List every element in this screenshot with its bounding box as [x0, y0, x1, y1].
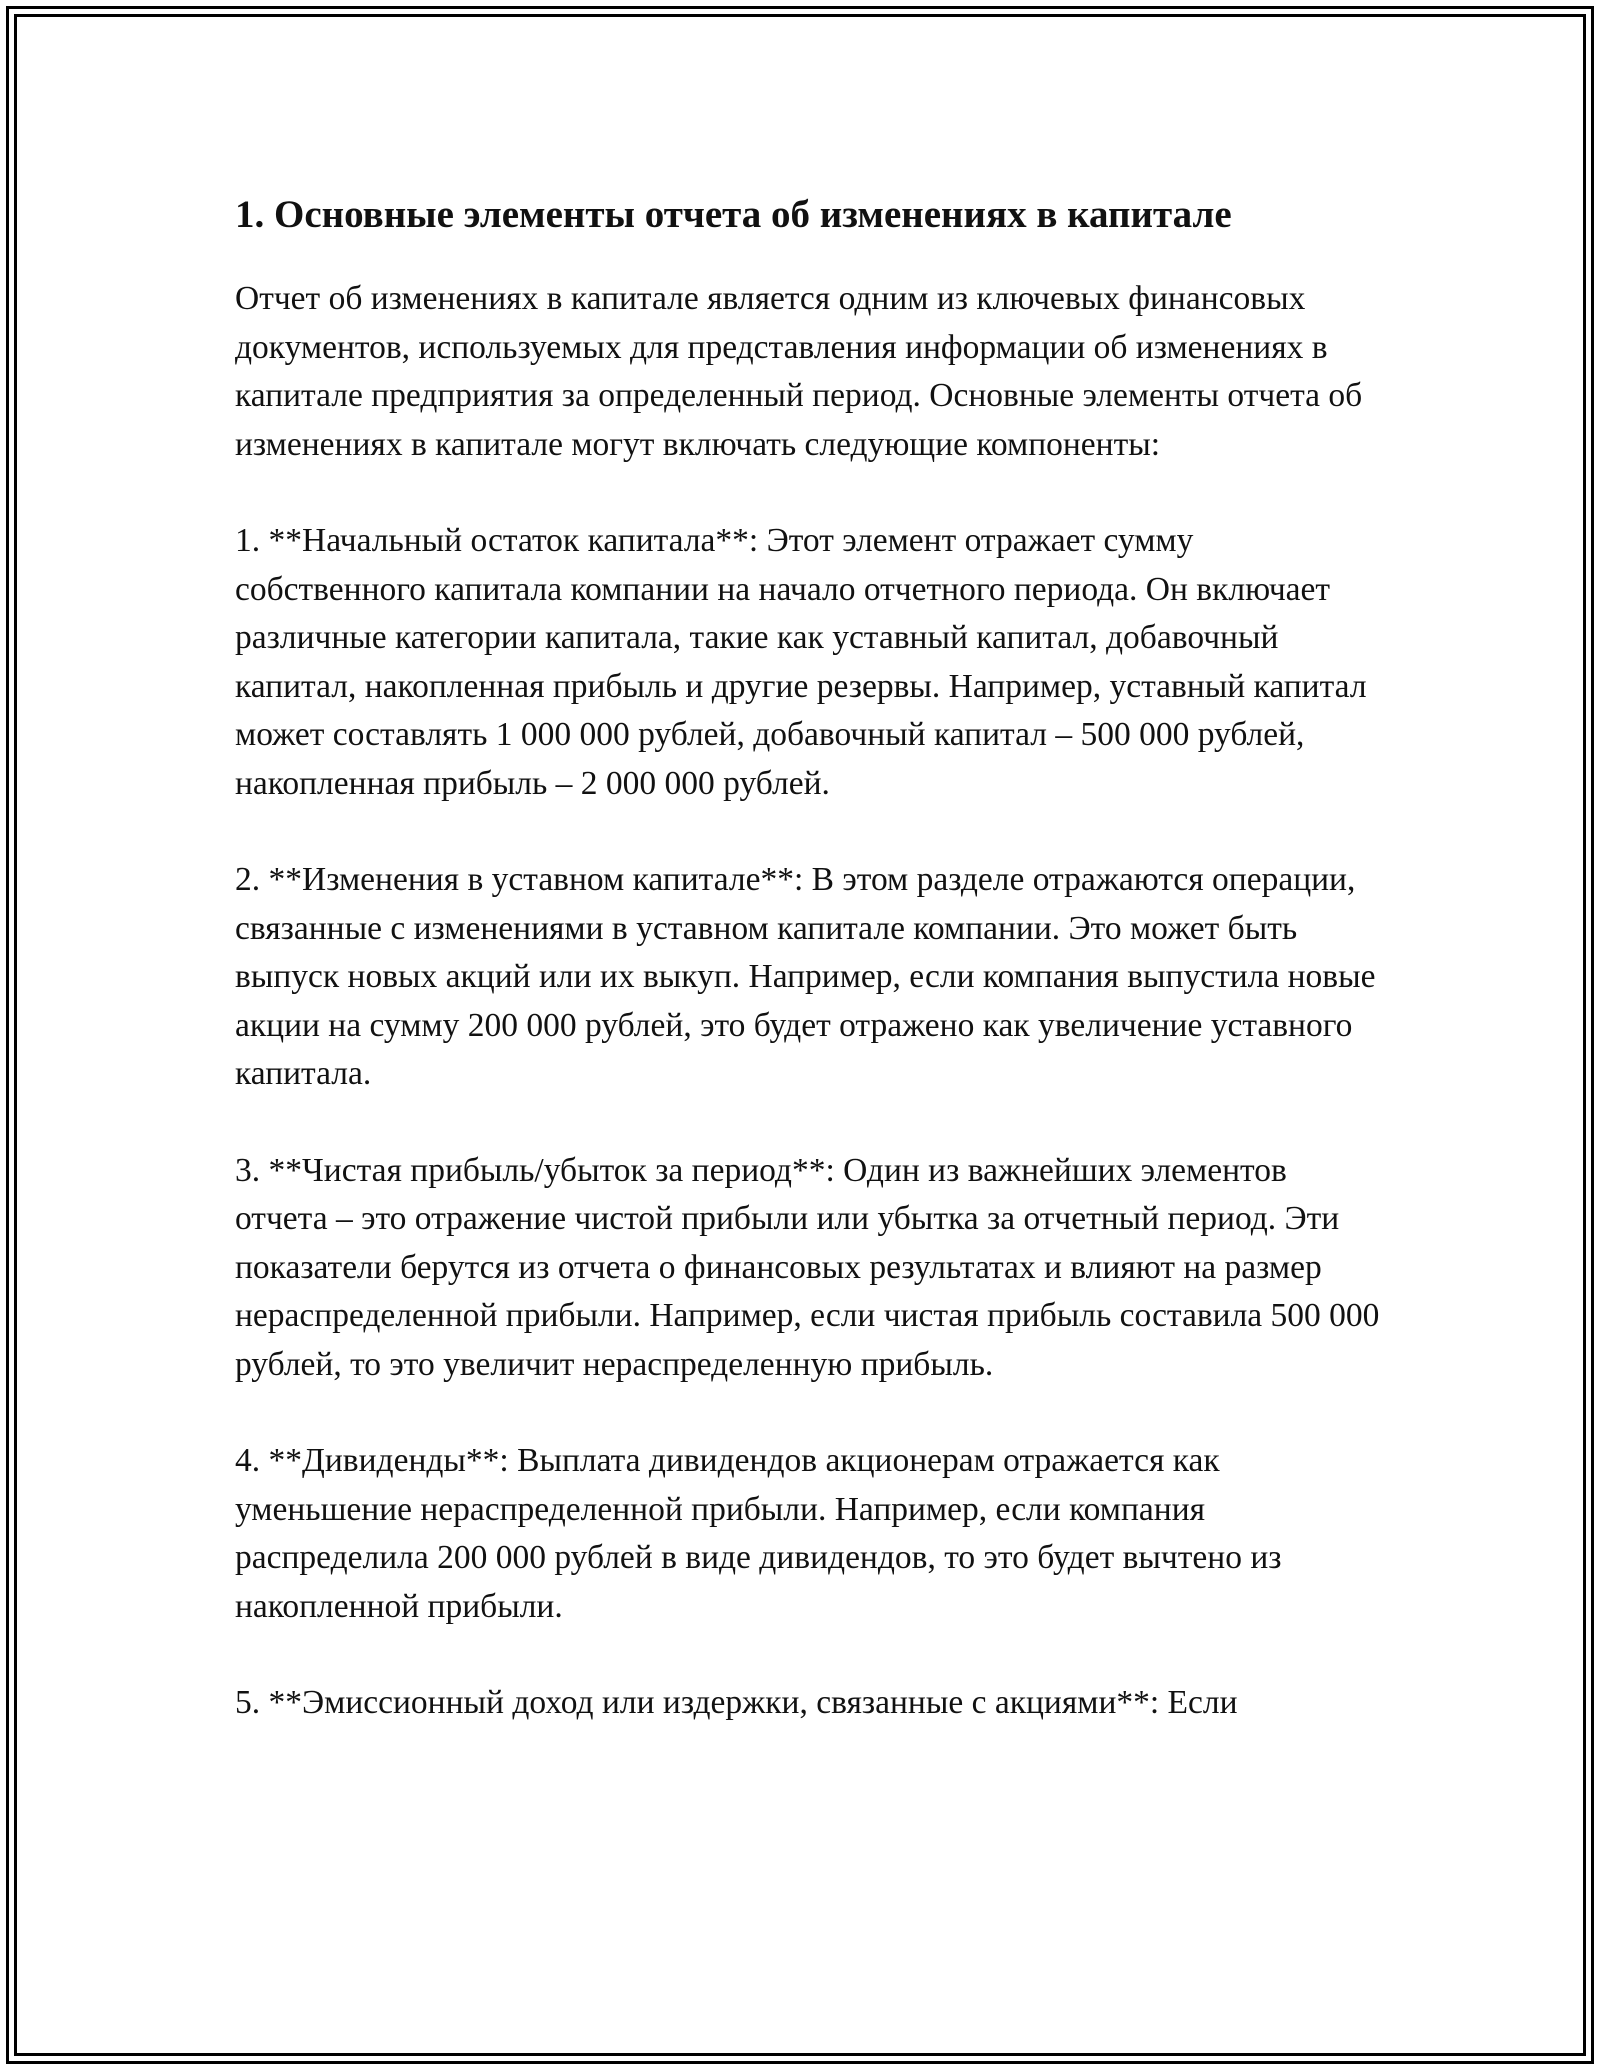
section-heading: 1. Основные элементы отчета об изменениях в капитале [235, 193, 1232, 236]
list-item-opening-balance: 1. **Начальный остаток капитала**: Этот элемент отражает сумму собственного капитала компании на начало отчетного периода. Он включает различные категории капитала, такие как уставный капитал, добавочный капитал, накопленная прибыль и другие резервы. Например, уставный капитал может составлять 1 000 000 рублей, добавочный капитал – 500 000 рублей, накопленная прибыль – 2 000 000 рублей. [235, 522, 1367, 802]
list-item-net-profit-loss: 3. **Чистая прибыль/убыток за период**: Один из важнейших элементов отчета – это отражение чистой прибыли или убытка за отчетный период. Эти показатели берутся из отчета о финансовых результатах и влияют на размер нераспределенной прибыли. Например, если чистая прибыль составила 500 000 рублей, то это увеличит нераспределенную прибыль. [235, 1151, 1380, 1383]
list-item-share-premium: 5. **Эмиссионный доход или издержки, связанные с акциями**: Если [235, 1684, 1238, 1721]
list-item-charter-capital-changes: 2. **Изменения в уставном капитале**: В этом разделе отражаются операции, связанные с изменениями в уставном капитале компании. Это может быть выпуск новых акций или их выкуп. Например, если компания выпустила новые акции на сумму 200 000 рублей, это будет отражено как увеличение уставного капитала. [235, 861, 1376, 1092]
intro-paragraph: Отчет об изменениях в капитале является одним из ключевых финансовых документов, используемых для представления информации об изменениях в капитале предприятия за определенный период. Основные элементы отчета об изменениях в капитале могут включать следующие компоненты: [235, 280, 1363, 463]
document-page [235, 185, 1385, 1728]
list-item-dividends: 4. **Дивиденды**: Выплата дивидендов акционерам отражается как уменьшение нераспределенной прибыли. Например, если компания распределила 200 000 рублей в виде дивидендов, то это будет вычтено из накопленной прибыли. [235, 1442, 1282, 1625]
